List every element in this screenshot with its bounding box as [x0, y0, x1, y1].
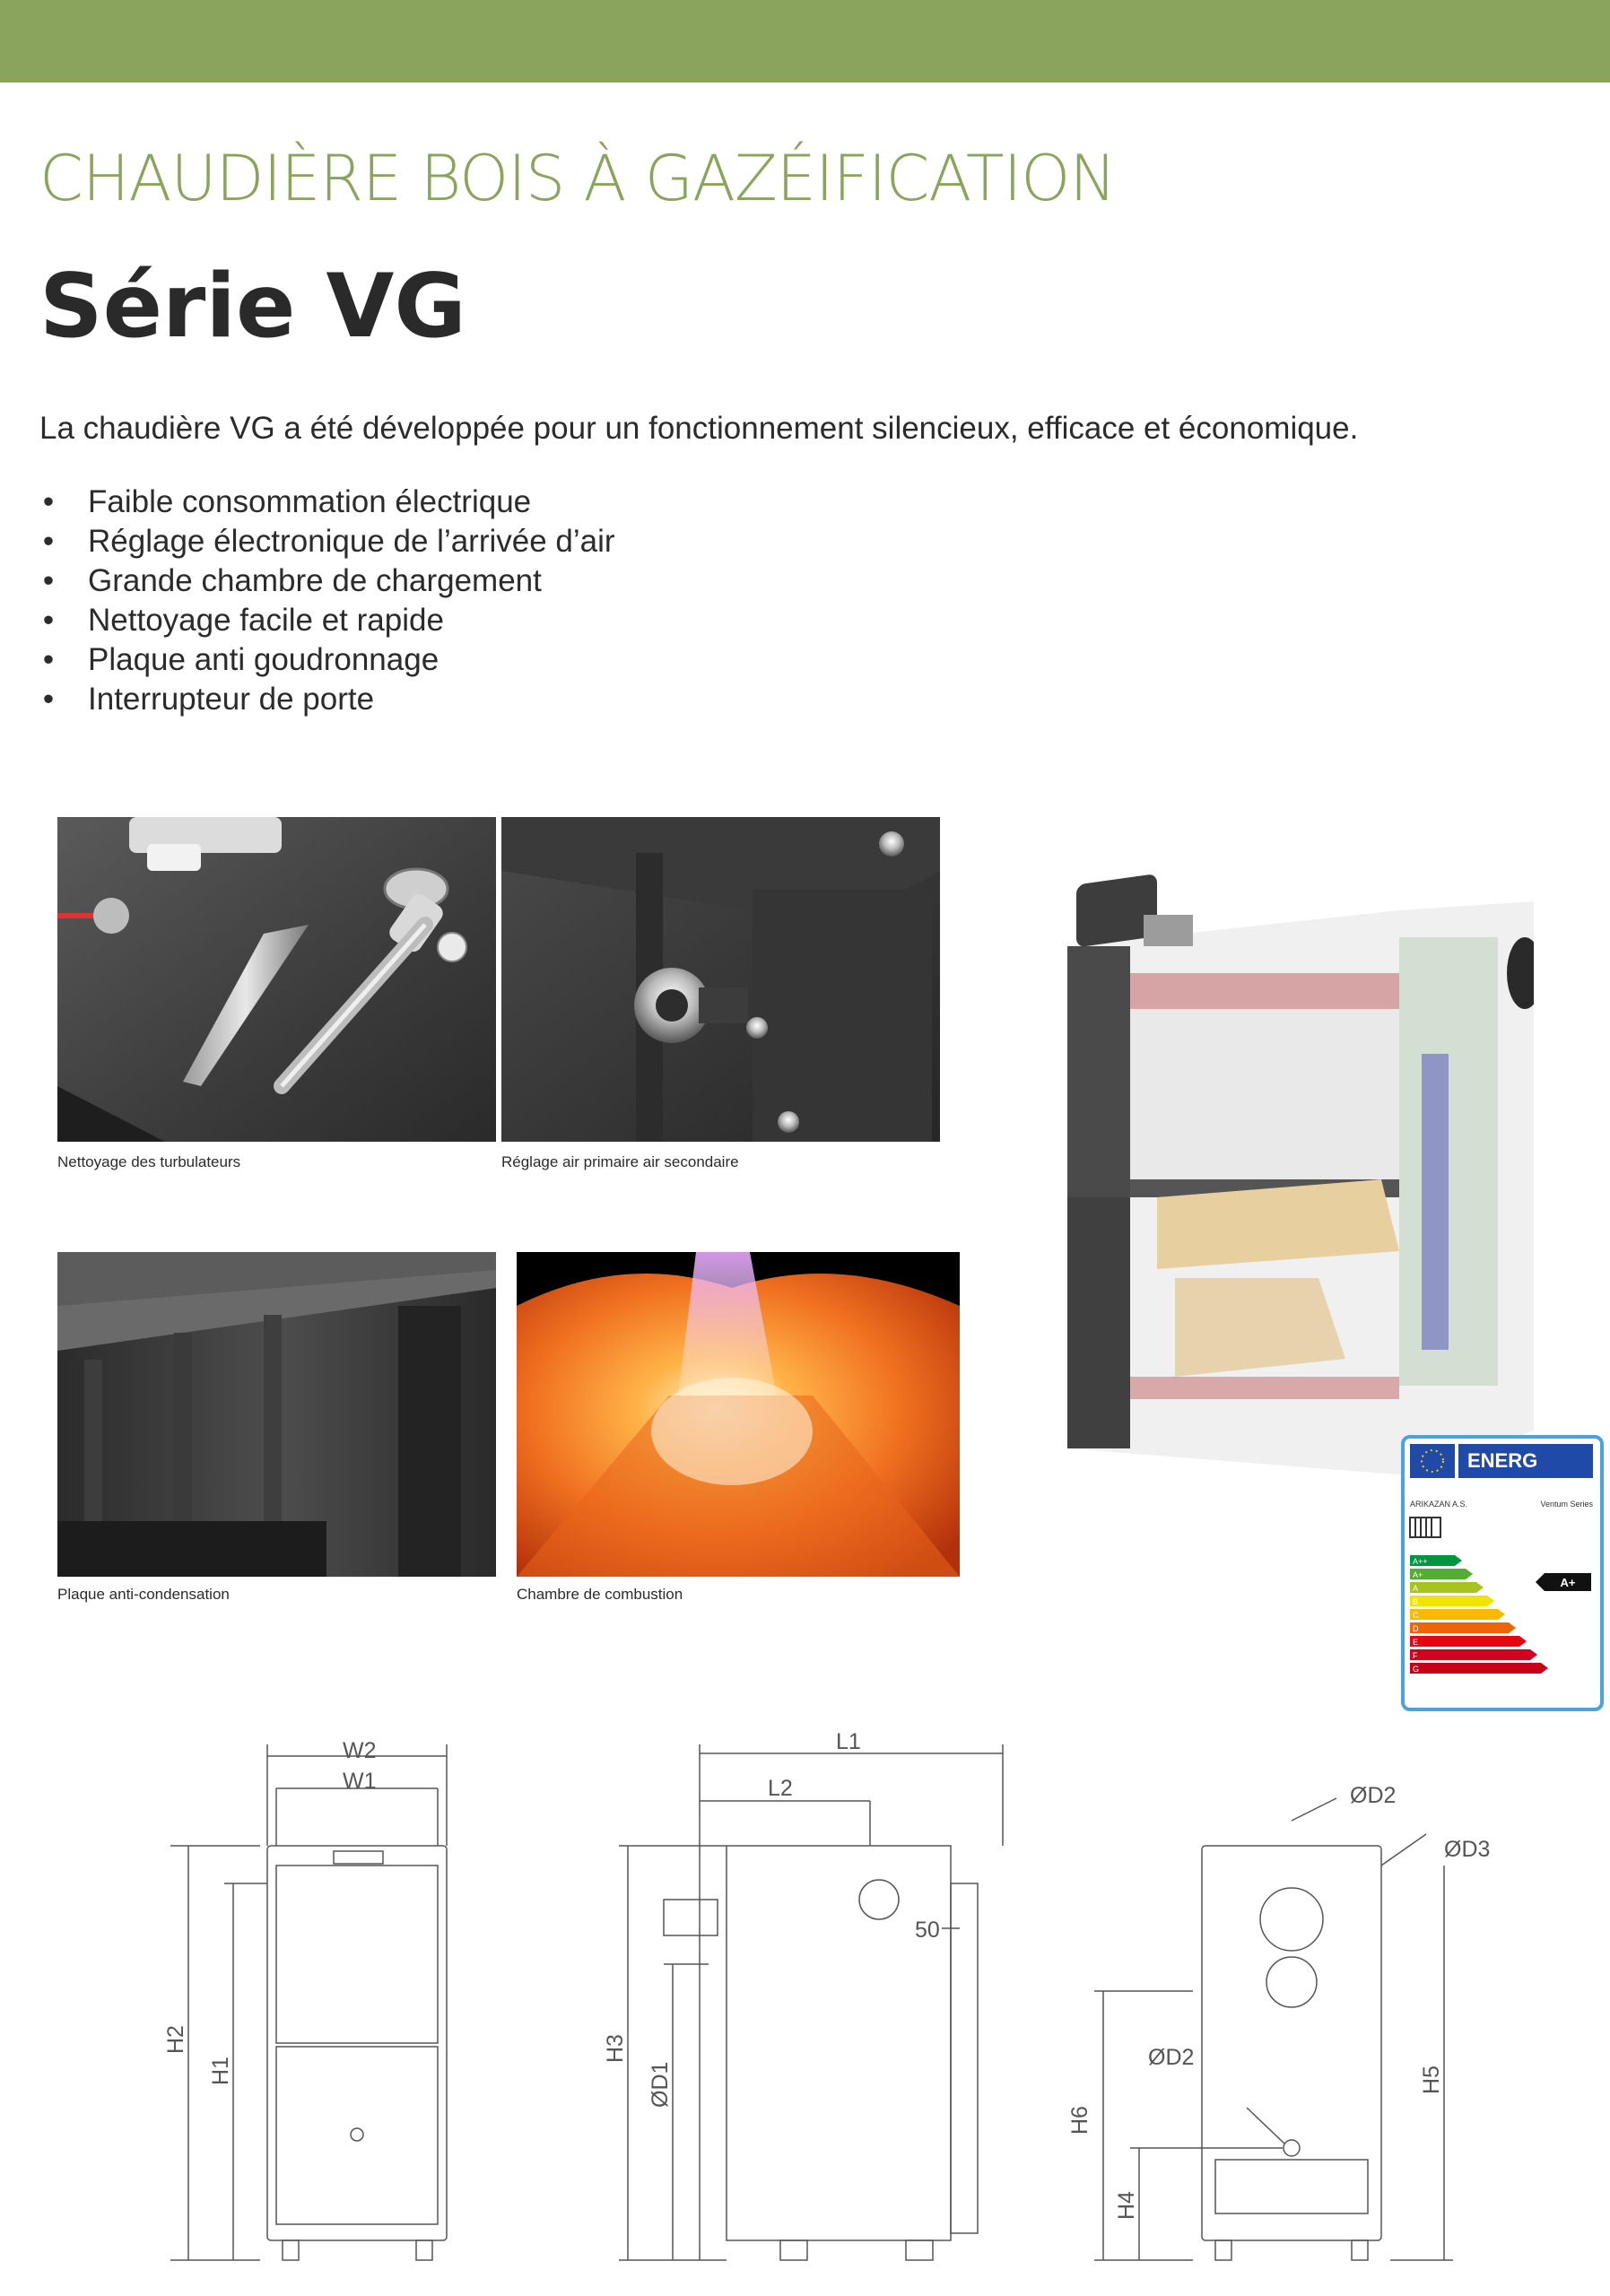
turbulator-image [57, 817, 496, 1142]
boiler-cutaway-image [1023, 874, 1534, 1520]
feature-item [39, 680, 615, 719]
feature-text: Interrupteur de porte [88, 682, 375, 717]
dim-w1-label: W1 [343, 1769, 377, 1794]
dim-d3-label: ØD3 [1444, 1837, 1491, 1862]
energy-class-label: G [1413, 1665, 1420, 1674]
energy-model: Ventum Series [1540, 1500, 1593, 1509]
dim-l2-label: L2 [768, 1776, 793, 1801]
feature-item [39, 601, 615, 640]
intro-text: La chaudière VG a été développée pour un fonctionnement silencieux, efficace et économique. [39, 411, 1359, 446]
bullet-icon: • [42, 484, 55, 519]
dim-d1-label: ØD1 [648, 2061, 673, 2108]
photo-caption: Réglage air primaire air secondaire [501, 1153, 739, 1170]
eu-flag-icon [1410, 1444, 1455, 1478]
feature-text: Plaque anti goudronnage [88, 642, 439, 677]
bullet-icon: • [42, 603, 55, 638]
bullet-icon: • [42, 563, 55, 598]
feature-item [39, 483, 615, 522]
energy-class-label: A [1413, 1584, 1419, 1593]
energy-manufacturer: ARIKAZAN A.S. [1410, 1500, 1468, 1509]
page-kicker: CHAUDIÈRE BOIS À GAZÉIFICATION [39, 142, 1116, 215]
anti-condensation-image [57, 1252, 496, 1577]
energy-class-label: A++ [1413, 1557, 1428, 1566]
energy-class-bar [1410, 1649, 1537, 1660]
dim-h3-label: H3 [603, 2034, 628, 2063]
dim-h1-label: H1 [208, 2057, 233, 2085]
energy-class-label: A+ [1413, 1570, 1423, 1579]
feature-text: Faible consommation électrique [88, 484, 532, 519]
feature-item [39, 561, 615, 601]
feature-text: Grande chambre de chargement [88, 563, 542, 598]
photo-caption: Chambre de combustion [517, 1586, 683, 1603]
page-title: Série VG [39, 256, 466, 358]
dim-d2-bottom-label: ØD2 [1148, 2045, 1195, 2070]
energy-class-label: C [1413, 1611, 1419, 1620]
energy-class-bar [1410, 1636, 1527, 1647]
energy-class-label: F [1413, 1651, 1418, 1660]
dim-h4-label: H4 [1114, 2191, 1139, 2220]
energy-brand: ENERG [1467, 1449, 1538, 1472]
top-color-bar [0, 0, 1610, 83]
dim-h5-label: H5 [1419, 2066, 1444, 2094]
dim-d2-top-label: ØD2 [1350, 1783, 1397, 1808]
feature-list [39, 483, 615, 719]
energy-class-label: E [1413, 1638, 1419, 1647]
energy-class-bar [1410, 1596, 1494, 1606]
feature-text: Réglage électronique de l’arrivée d’air [88, 524, 615, 559]
dimension-drawings [152, 1731, 1498, 2278]
photo-combustion-chamber [517, 1252, 960, 1577]
feature-item [39, 522, 615, 561]
energy-class-bar [1410, 1609, 1505, 1620]
photo-air-adjustment [501, 817, 940, 1142]
photo-anti-condensation [57, 1252, 496, 1577]
dim-l1-label: L1 [836, 1731, 861, 1754]
air-adjustment-image [501, 817, 940, 1142]
dim-h2-label: H2 [163, 2025, 188, 2054]
energy-label-graphic [1405, 1439, 1600, 1708]
feature-text: Nettoyage facile et rapide [88, 603, 444, 638]
photo-caption: Nettoyage des turbulateurs [57, 1153, 241, 1170]
dim-50-label: 50 [915, 1918, 940, 1943]
photo-turbulators [57, 817, 496, 1142]
energy-class-label: D [1413, 1624, 1419, 1633]
energy-class-bar [1410, 1582, 1484, 1593]
bullet-icon: • [42, 642, 55, 677]
energy-rating: A+ [1560, 1576, 1576, 1589]
dim-w2-label: W2 [343, 1738, 377, 1763]
bullet-icon: • [42, 524, 55, 559]
energy-label [1401, 1435, 1604, 1711]
energy-class-bar [1410, 1622, 1516, 1633]
bullet-icon: • [42, 682, 55, 717]
photo-caption: Plaque anti-condensation [57, 1586, 230, 1603]
radiator-icon [1410, 1518, 1440, 1537]
energy-class-bar [1410, 1663, 1548, 1674]
dim-h6-label: H6 [1067, 2106, 1092, 2135]
energy-class-label: B [1413, 1597, 1419, 1606]
combustion-image [517, 1252, 960, 1577]
feature-item [39, 640, 615, 680]
